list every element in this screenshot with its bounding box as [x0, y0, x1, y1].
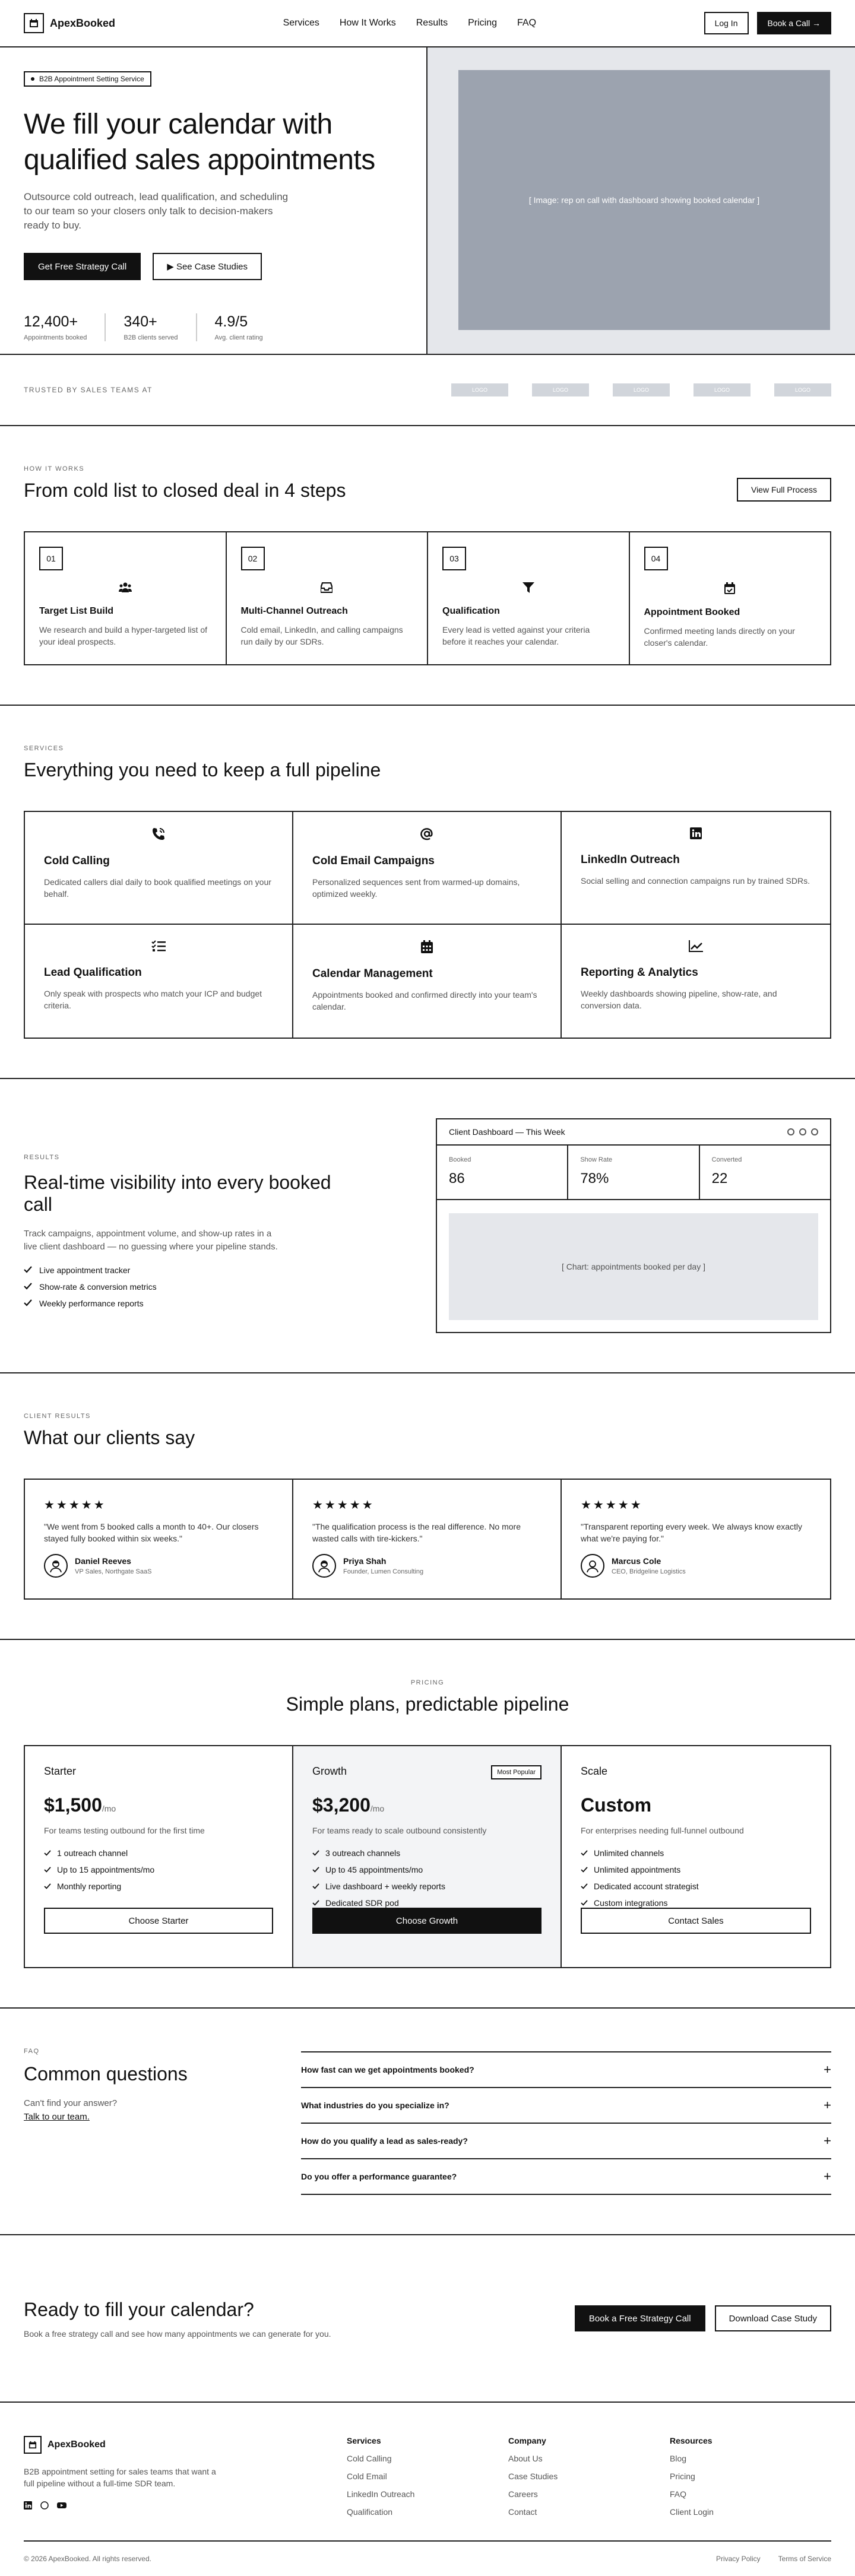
- footer-bottom: [24, 2540, 831, 2576]
- case-studies-button[interactable]: ▶ See Case Studies: [153, 253, 262, 280]
- plan-price-value: $1,500: [44, 1794, 102, 1816]
- pricing-eyebrow: PRICING: [410, 1679, 445, 1686]
- step-card: [630, 532, 831, 664]
- footer-columns: [24, 2436, 831, 2517]
- faq-intro: [24, 2048, 301, 2195]
- avatar: [44, 1554, 68, 1578]
- nav-results[interactable]: Results: [416, 18, 448, 28]
- author-info: [612, 1556, 686, 1575]
- chart-placeholder: [ Chart: appointments booked per day ]: [449, 1213, 818, 1320]
- faq-question: Do you offer a performance guarantee?: [301, 2172, 457, 2181]
- footer-col-title: Resources: [670, 2436, 712, 2445]
- plan-features: [312, 1848, 542, 1908]
- testimonials-eyebrow: CLIENT RESULTS: [24, 1413, 91, 1420]
- dashboard-stat-label: Show Rate: [580, 1156, 613, 1163]
- footer-link[interactable]: Cold Email: [347, 2472, 387, 2481]
- strategy-call-button[interactable]: Get Free Strategy Call: [24, 253, 141, 280]
- cta-actions: [575, 2305, 831, 2331]
- plan-price: [44, 1794, 273, 1816]
- footer-col-services: [347, 2436, 508, 2517]
- faq-question: How do you qualify a lead as sales-ready?: [301, 2136, 468, 2146]
- testimonial-quote: "We went from 5 booked calls a month to 40+. Our closers stayed fully booked within six weeks.": [44, 1522, 259, 1543]
- author-name: Marcus Cole: [612, 1556, 661, 1566]
- book-strategy-call-button[interactable]: Book a Free Strategy Call: [575, 2305, 705, 2331]
- footer-desc: B2B appointment setting for sales teams that want a full pipeline without a full-time SDR team.: [24, 2467, 216, 2488]
- plan-card-scale: [562, 1746, 830, 1967]
- testimonial-card: [293, 1480, 562, 1598]
- calendar-logo-icon: [24, 2436, 42, 2454]
- privacy-policy-link[interactable]: Privacy Policy: [715, 2555, 761, 2563]
- results-checklist: [24, 1265, 356, 1308]
- plan-price-period: /mo: [370, 1804, 385, 1813]
- step-number: 02: [241, 547, 265, 570]
- testimonial-author: [581, 1554, 811, 1578]
- testimonial-card: [25, 1480, 293, 1598]
- hero-badge: [24, 71, 151, 87]
- service-card: [562, 925, 830, 1038]
- site-header: [0, 0, 855, 47]
- dashboard-header: [437, 1119, 830, 1146]
- check-icon: [312, 1898, 319, 1908]
- author-role: Founder, Lumen Consulting: [343, 1568, 424, 1575]
- calendar-check-icon: [644, 582, 816, 594]
- calendar-icon: [312, 940, 542, 953]
- feature-label: Live dashboard + weekly reports: [325, 1882, 445, 1891]
- login-button[interactable]: Log In: [704, 12, 749, 34]
- plan-name: Scale: [581, 1765, 608, 1777]
- feature-item: [312, 1882, 542, 1891]
- site-footer: [0, 2401, 855, 2576]
- stat-rating: [215, 313, 281, 341]
- service-title: Cold Email Campaigns: [312, 855, 435, 867]
- pricing-section: [0, 1640, 855, 2009]
- dashboard-stat-label: Booked: [449, 1156, 471, 1163]
- plus-icon: +: [824, 2169, 831, 2184]
- plan-price-value: Custom: [581, 1794, 652, 1816]
- faq-item[interactable]: [301, 2124, 831, 2159]
- testimonial-quote: "Transparent reporting every week. We always know exactly what we're paying for.": [581, 1522, 803, 1543]
- feature-label: 1 outreach channel: [57, 1848, 128, 1858]
- check-item: [24, 1265, 356, 1275]
- nav-faq[interactable]: FAQ: [517, 18, 537, 28]
- hero-media: [426, 47, 855, 354]
- check-icon: [312, 1848, 319, 1858]
- trusted-label: TRUSTED BY SALES TEAMS AT: [24, 386, 153, 394]
- check-icon: [24, 1265, 32, 1275]
- footer-col-title: Services: [347, 2436, 381, 2445]
- stat-appointments: [24, 313, 106, 341]
- copyright: © 2026 ApexBooked. All rights reserved.: [24, 2555, 151, 2563]
- plus-icon: +: [824, 2133, 831, 2148]
- testimonials-section: [0, 1373, 855, 1640]
- footer-link[interactable]: Qualification: [347, 2507, 393, 2517]
- plan-features: [581, 1848, 811, 1908]
- step-title: Target List Build: [39, 606, 114, 616]
- plan-features: [44, 1848, 273, 1891]
- how-eyebrow: HOW IT WORKS: [24, 465, 85, 472]
- author-name: Daniel Reeves: [75, 1556, 131, 1566]
- book-call-button[interactable]: Book a Call →: [757, 12, 831, 34]
- service-desc: Appointments booked and confirmed directly into your team's calendar.: [312, 990, 537, 1011]
- feature-item: [581, 1865, 811, 1874]
- dashboard-stat-label: Converted: [711, 1156, 742, 1163]
- trusted-bar: [0, 355, 855, 426]
- service-card: [293, 812, 562, 925]
- users-icon: [39, 582, 211, 593]
- feature-label: Up to 15 appointments/mo: [57, 1865, 155, 1874]
- nav-how-it-works[interactable]: How It Works: [339, 18, 396, 28]
- service-desc: Social selling and connection campaigns run by trained SDRs.: [581, 876, 810, 886]
- hero-section: [0, 47, 855, 355]
- services-section: [0, 706, 855, 1079]
- hero-badge-label: B2B Appointment Setting Service: [39, 75, 144, 83]
- hero-content: [0, 47, 426, 354]
- results-section: [0, 1079, 855, 1373]
- check-icon: [581, 1848, 588, 1858]
- how-title: From cold list to closed deal in 4 steps: [24, 480, 346, 501]
- talk-to-team-link[interactable]: Talk to our team.: [24, 2112, 90, 2122]
- check-icon: [312, 1865, 319, 1874]
- client-logo: LOGO: [613, 383, 670, 396]
- main-nav: [283, 18, 536, 28]
- author-info: [75, 1556, 151, 1575]
- steps-grid: [24, 531, 831, 665]
- footer-link[interactable]: Case Studies: [508, 2472, 558, 2481]
- client-logo: LOGO: [694, 383, 750, 396]
- service-card: [25, 925, 293, 1038]
- globe-icon[interactable]: [40, 2501, 49, 2512]
- choose-growth-button[interactable]: Choose Growth: [312, 1908, 542, 1934]
- author-info: [343, 1556, 423, 1575]
- feature-item: [44, 1848, 273, 1858]
- dashboard-stats: [437, 1146, 830, 1200]
- window-controls: [787, 1128, 818, 1135]
- stat-label: B2B clients served: [124, 334, 178, 341]
- hero-cta: [24, 253, 403, 280]
- feature-item: [312, 1865, 542, 1874]
- services-title: Everything you need to keep a full pipeline: [24, 759, 381, 781]
- linkedin-icon: [581, 827, 811, 839]
- step-desc: Confirmed meeting lands directly on your closer's calendar.: [644, 626, 795, 648]
- feature-item: [312, 1898, 542, 1908]
- hero-image-placeholder: [ Image: rep on call with dashboard showing booked calendar ]: [458, 70, 830, 330]
- stat-label: Appointments booked: [24, 334, 87, 341]
- hero-title: We fill your calendar with qualified sales appointments: [24, 109, 375, 176]
- check-icon: [312, 1882, 319, 1891]
- plan-card-growth: [293, 1746, 562, 1967]
- circle-icon: [811, 1128, 818, 1135]
- step-number: 04: [644, 547, 668, 570]
- dashboard-stat-value: 86: [449, 1170, 465, 1187]
- service-title: LinkedIn Outreach: [581, 854, 680, 866]
- results-eyebrow: RESULTS: [24, 1154, 60, 1161]
- chart-line-icon: [581, 940, 811, 952]
- services-grid: [24, 811, 831, 1039]
- brand-name: ApexBooked: [48, 2439, 106, 2450]
- how-it-works-section: [0, 426, 855, 706]
- check-icon: [24, 1299, 32, 1308]
- terms-link[interactable]: Terms of Service: [778, 2555, 831, 2563]
- stat-label: Avg. client rating: [214, 334, 263, 341]
- step-card: [428, 532, 630, 664]
- step-card: [25, 532, 227, 664]
- step-desc: Every lead is vetted against your criteria before it reaches your calendar.: [442, 625, 590, 646]
- check-icon: [581, 1865, 588, 1874]
- faq-sub: Can't find your answer?: [24, 2098, 118, 2108]
- how-header: [24, 465, 831, 502]
- footer-brand: [24, 2436, 347, 2517]
- check-label: Show-rate & conversion metrics: [39, 1282, 157, 1292]
- footer-link[interactable]: Blog: [670, 2454, 687, 2463]
- footer-col-company: [508, 2436, 670, 2517]
- check-icon: [44, 1848, 51, 1858]
- feature-item: [44, 1882, 273, 1891]
- plan-price: [312, 1794, 542, 1816]
- faq-item[interactable]: [301, 2052, 831, 2088]
- inbox-icon: [241, 582, 413, 593]
- service-title: Reporting & Analytics: [581, 966, 698, 979]
- nav-services[interactable]: Services: [283, 18, 319, 28]
- check-icon: [581, 1882, 588, 1891]
- cta-sub: Book a free strategy call and see how many appointments we can generate for you.: [24, 2328, 331, 2339]
- faq-eyebrow: FAQ: [24, 2048, 40, 2055]
- check-icon: [44, 1865, 51, 1874]
- avatar: [312, 1554, 336, 1578]
- feature-label: Unlimited channels: [594, 1848, 664, 1858]
- footer-col-title: Company: [508, 2436, 546, 2445]
- feature-label: Monthly reporting: [57, 1882, 122, 1891]
- results-desc: Track campaigns, appointment volume, and show-up rates in a live client dashboard — no guessing where your pipeline stands.: [24, 1229, 278, 1252]
- footer-link[interactable]: FAQ: [670, 2489, 687, 2499]
- service-desc: Personalized sequences sent from warmed-up domains, optimized weekly.: [312, 877, 520, 899]
- plan-name: Growth: [312, 1765, 347, 1777]
- feature-label: Custom integrations: [594, 1898, 668, 1908]
- footer-link[interactable]: Cold Calling: [347, 2454, 392, 2463]
- stat-value: 12,400+: [24, 313, 78, 330]
- check-icon: [24, 1282, 32, 1292]
- cta-text: [24, 2299, 331, 2339]
- feature-label: 3 outreach channels: [325, 1848, 401, 1858]
- nav-pricing[interactable]: Pricing: [468, 18, 498, 28]
- service-title: Lead Qualification: [44, 966, 142, 979]
- step-title: Appointment Booked: [644, 607, 740, 617]
- faq-title: Common questions: [24, 2063, 188, 2085]
- step-title: Multi-Channel Outreach: [240, 606, 348, 616]
- plus-icon: +: [824, 2098, 831, 2112]
- avatar: [581, 1554, 604, 1578]
- stat-value: 340+: [124, 313, 157, 330]
- legal-links: [716, 2555, 831, 2563]
- faq-item[interactable]: [301, 2088, 831, 2124]
- cta-section: [0, 2235, 855, 2401]
- feature-label: Up to 45 appointments/mo: [325, 1865, 423, 1874]
- check-icon: [581, 1898, 588, 1908]
- feature-label: Dedicated SDR pod: [325, 1898, 399, 1908]
- dashboard-stat: [437, 1146, 568, 1199]
- results-title: Real-time visibility into every booked call: [24, 1172, 331, 1215]
- star-rating-icon: ★★★★★: [312, 1499, 375, 1512]
- footer-link[interactable]: Careers: [508, 2489, 538, 2499]
- plan-price-value: $3,200: [312, 1794, 370, 1816]
- author-role: CEO, Bridgeline Logistics: [612, 1568, 686, 1575]
- testimonial-author: [44, 1554, 273, 1578]
- footer-link[interactable]: Client Login: [670, 2507, 714, 2517]
- results-content: [24, 1118, 356, 1333]
- check-item: [24, 1299, 356, 1308]
- stat-clients: [124, 313, 197, 341]
- dashboard-stat: [700, 1146, 830, 1199]
- check-item: [24, 1282, 356, 1292]
- check-icon: [44, 1882, 51, 1891]
- download-case-study-button[interactable]: Download Case Study: [715, 2305, 831, 2331]
- client-dashboard: [436, 1118, 831, 1333]
- plan-price-period: /mo: [102, 1804, 116, 1813]
- plan-desc: For enterprises needing full-funnel outbound: [581, 1826, 744, 1835]
- step-card: [227, 532, 429, 664]
- service-card: [562, 812, 830, 925]
- contact-sales-button[interactable]: Contact Sales: [581, 1908, 811, 1934]
- dashboard-stat-value: 78%: [580, 1170, 609, 1187]
- footer-link[interactable]: Pricing: [670, 2472, 695, 2481]
- feature-item: [312, 1848, 542, 1858]
- star-rating-icon: ★★★★★: [581, 1499, 643, 1512]
- phone-icon: [44, 827, 273, 840]
- feature-label: Dedicated account strategist: [594, 1882, 699, 1891]
- service-card: [293, 925, 562, 1038]
- feature-item: [581, 1882, 811, 1891]
- author-role: VP Sales, Northgate SaaS: [75, 1568, 152, 1575]
- testimonial-card: [562, 1480, 830, 1598]
- step-desc: Cold email, LinkedIn, and calling campaigns run daily by our SDRs.: [240, 625, 403, 646]
- feature-item: [581, 1898, 811, 1908]
- step-number: 03: [442, 547, 466, 570]
- faq-question: How fast can we get appointments booked?: [301, 2065, 474, 2074]
- client-logo: LOGO: [774, 383, 831, 396]
- faq-question: What industries do you specialize in?: [301, 2101, 449, 2110]
- feature-item: [44, 1865, 273, 1874]
- stat-value: 4.9/5: [214, 313, 248, 330]
- feature-item: [581, 1848, 811, 1858]
- calendar-logo-icon: [24, 13, 44, 33]
- pricing-grid: [24, 1745, 831, 1968]
- dashboard-stat-value: 22: [711, 1170, 728, 1187]
- plan-price: [581, 1794, 811, 1816]
- service-desc: Dedicated callers dial daily to book qualified meetings on your behalf.: [44, 877, 271, 899]
- plan-desc: For teams testing outbound for the first time: [44, 1826, 205, 1835]
- dot-icon: [31, 77, 34, 81]
- brand-name: ApexBooked: [50, 17, 116, 29]
- service-title: Calendar Management: [312, 967, 433, 980]
- how-heading: [24, 465, 346, 502]
- step-desc: We research and build a hyper-targeted list of your ideal prospects.: [39, 625, 208, 646]
- circle-icon: [787, 1128, 794, 1135]
- hero-stats: [24, 313, 403, 341]
- social-links: [24, 2501, 347, 2512]
- star-rating-icon: ★★★★★: [44, 1499, 106, 1512]
- brand-logo[interactable]: [24, 13, 115, 33]
- feature-label: Unlimited appointments: [594, 1865, 681, 1874]
- pricing-title: Simple plans, predictable pipeline: [286, 1693, 569, 1715]
- client-logo: LOGO: [451, 383, 508, 396]
- plus-icon: +: [824, 2062, 831, 2077]
- footer-link[interactable]: About Us: [508, 2454, 543, 2463]
- plan-desc: For teams ready to scale outbound consistently: [312, 1826, 487, 1835]
- plan-name: Starter: [44, 1765, 77, 1777]
- footer-link[interactable]: Contact: [508, 2507, 537, 2517]
- services-eyebrow: SERVICES: [24, 745, 64, 752]
- footer-logo[interactable]: [24, 2436, 347, 2454]
- testimonials-grid: [24, 1479, 831, 1600]
- dashboard-title: Client Dashboard — This Week: [449, 1127, 565, 1137]
- at-icon: [312, 827, 542, 840]
- check-label: Live appointment tracker: [39, 1265, 131, 1275]
- linkedin-icon[interactable]: [24, 2501, 32, 2512]
- faq-item[interactable]: [301, 2159, 831, 2195]
- most-popular-badge: Most Popular: [491, 1765, 542, 1779]
- filter-icon: [442, 582, 615, 593]
- service-desc: Weekly dashboards showing pipeline, show-rate, and conversion data.: [581, 989, 777, 1010]
- faq-list: [301, 2051, 831, 2195]
- hero-subtitle: Outsource cold outreach, lead qualification, and scheduling to our team so your closers only talk to decision-makers ready to buy.: [24, 191, 289, 231]
- header-actions: [704, 12, 831, 34]
- service-card: [25, 812, 293, 925]
- step-number: 01: [39, 547, 63, 570]
- client-logos: [451, 383, 831, 396]
- testimonial-author: [312, 1554, 542, 1578]
- cta-title: Ready to fill your calendar?: [24, 2298, 254, 2320]
- footer-col-resources: [670, 2436, 831, 2517]
- choose-starter-button[interactable]: Choose Starter: [44, 1908, 273, 1934]
- author-name: Priya Shah: [343, 1556, 387, 1566]
- check-label: Weekly performance reports: [39, 1299, 144, 1308]
- youtube-icon[interactable]: [57, 2501, 66, 2512]
- testimonial-quote: "The qualification process is the real difference. No more wasted calls with tire-kickers.": [312, 1522, 521, 1543]
- circle-icon: [799, 1128, 806, 1135]
- service-desc: Only speak with prospects who match your ICP and budget criteria.: [44, 989, 262, 1010]
- dashboard-stat: [568, 1146, 699, 1199]
- checklist-icon: [44, 940, 273, 952]
- faq-section: [0, 2009, 855, 2235]
- view-process-button[interactable]: View Full Process: [737, 478, 831, 502]
- testimonials-title: What our clients say: [24, 1427, 195, 1448]
- service-title: Cold Calling: [44, 855, 110, 867]
- client-logo: LOGO: [532, 383, 589, 396]
- step-title: Qualification: [442, 606, 500, 616]
- plan-card-starter: [25, 1746, 293, 1967]
- footer-link[interactable]: LinkedIn Outreach: [347, 2489, 415, 2499]
